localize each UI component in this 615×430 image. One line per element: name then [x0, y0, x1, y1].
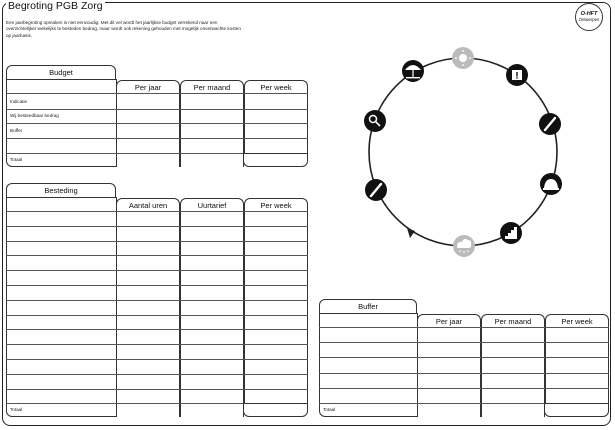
- besteding-header-uurtarief: Uurtarief: [180, 198, 244, 212]
- budget-row-indicatie: Indicatie: [10, 99, 28, 104]
- brand-logo: [575, 3, 603, 31]
- besteding-total-cell[interactable]: [243, 403, 308, 417]
- buffer-header-per-week: Per week: [545, 314, 609, 328]
- besteding-row-rule: [6, 300, 308, 301]
- besteding-row-rule: [6, 389, 308, 390]
- buffer-row-rule: [319, 357, 609, 358]
- besteding-row-rule: [6, 374, 308, 375]
- budget-rule: [6, 93, 308, 94]
- besteding-header-per-week: Per week: [244, 198, 308, 212]
- besteding-row-rule: [6, 344, 308, 345]
- logo-name: O-HFT: [580, 11, 598, 17]
- buffer-col-week: [545, 327, 609, 403]
- intro-text: Een jaarbegroting opmaken is niet eenvoudig. Met dit vel wordt het jaarlijkse budget verrekend naar een overzichtelijker wekelijks te besteden bedrag, maar wordt ook rekening gehouden met mogelijk onverwachte kosten op jaarbasis.: [6, 20, 241, 38]
- buffer-row-rule: [319, 327, 609, 328]
- buffer-row-totaal: Totaal: [323, 407, 336, 412]
- besteding-row-rule: [6, 255, 308, 256]
- budget-rule: [6, 138, 308, 139]
- budget-header-per-week: Per week: [244, 80, 308, 94]
- budget-col-maand: [180, 93, 244, 167]
- budget-col-jaar: [116, 93, 180, 167]
- buffer-title: Buffer: [319, 299, 417, 314]
- budget-header-per-jaar: Per jaar: [116, 80, 180, 94]
- besteding-row-rule: [6, 285, 308, 286]
- besteding-row-totaal: Totaal: [10, 407, 23, 412]
- budget-row-besteedbaar: Wij besteedbaar bedrag: [10, 113, 59, 118]
- besteding-row-rule: [6, 241, 308, 242]
- besteding-row-rule: [6, 211, 308, 212]
- buffer-header-per-jaar: Per jaar: [417, 314, 481, 328]
- logo-subtitle: Ontwerpen: [578, 17, 600, 22]
- besteding-row-rule: [6, 315, 308, 316]
- besteding-row-rule: [6, 329, 308, 330]
- budget-total-cell[interactable]: [243, 153, 308, 167]
- besteding-row-rule: [6, 226, 308, 227]
- buffer-row-rule: [319, 342, 609, 343]
- budget-rule: [6, 123, 308, 124]
- besteding-header-aantal-uren: Aantal uren: [116, 198, 180, 212]
- page-title: Begroting PGB Zorg: [8, 0, 103, 12]
- budget-header-per-maand: Per maand: [180, 80, 244, 94]
- besteding-row-rule: [6, 270, 308, 271]
- budget-title: Budget: [6, 65, 116, 80]
- buffer-header-per-maand: Per maand: [481, 314, 545, 328]
- buffer-row-rule: [319, 388, 609, 389]
- budget-rule: [6, 109, 308, 110]
- buffer-row-rule: [319, 373, 609, 374]
- budget-row-totaal: Totaal: [10, 157, 23, 162]
- buffer-label-column: [319, 313, 418, 417]
- budget-row-buffer: Buffer: [10, 128, 23, 133]
- besteding-label-column: [6, 197, 117, 417]
- buffer-total-cell[interactable]: [544, 403, 609, 417]
- besteding-title: Besteding: [6, 183, 116, 198]
- besteding-row-rule: [6, 359, 308, 360]
